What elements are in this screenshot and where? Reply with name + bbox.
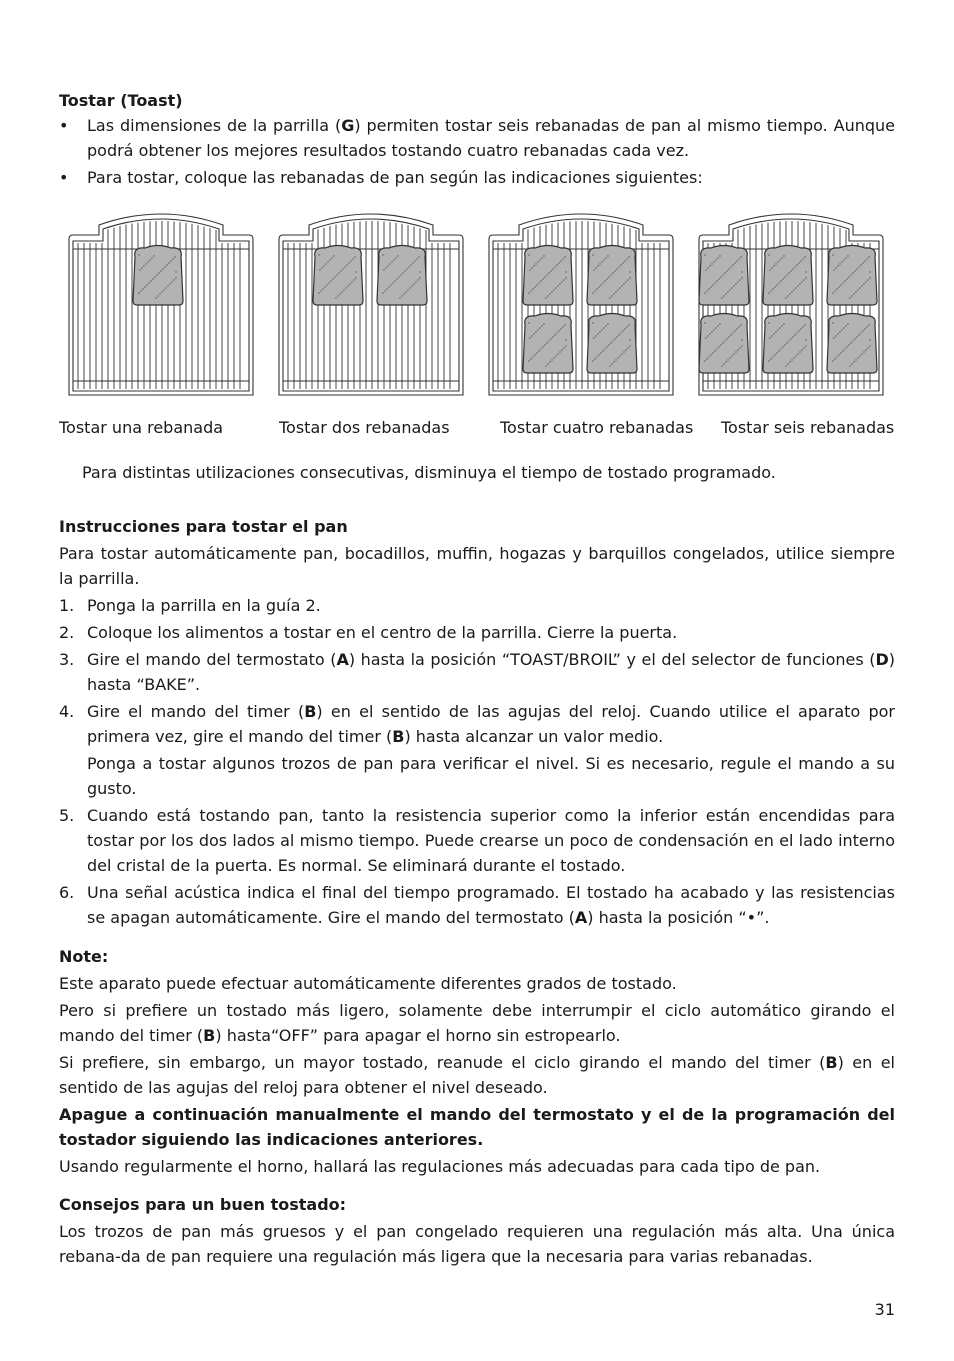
rack-four-slices <box>483 205 679 400</box>
note-heading: Note: <box>59 947 109 966</box>
caption-four-slices: Tostar cuatro rebanadas <box>500 418 694 437</box>
caption-two-slices: Tostar dos rebanadas <box>279 418 450 437</box>
note-section <box>59 944 895 1179</box>
step-6: 6. Una señal acústica indica el final del tiempo programado. El tostado ha acabado y las resistencias se apagan automáticamente. Gire el mando del termostato (A) hasta la posición “•”. <box>59 883 895 927</box>
step-5: 5. Cuando está tostando pan, tanto la resistencia superior como la inferior están encendidas para tostar por los dos lados al mismo tiempo. Puede crearse un poco de condensación en el lado interno del cristal de la puerta. Es normal. Se eliminará durante el tostado. <box>59 806 895 875</box>
step-1: 1. Ponga la parrilla en la guía 2. <box>59 596 321 615</box>
caption-six-slices: Tostar seis rebanadas <box>721 418 895 437</box>
rack-captions <box>59 418 895 443</box>
step-3: 3. Gire el mando del termostato (A) hasta la posición “TOAST/BROIL” y el del selector de funciones (D) hasta “BAKE”. <box>59 650 896 694</box>
instructions-intro: Para tostar automáticamente pan, bocadillos, muffin, hogazas y barquillos congelados, utilice siempre la parrilla. <box>59 544 895 588</box>
step-2: 2. Coloque los alimentos a tostar en el centro de la parrilla. Cierre la puerta. <box>59 623 678 642</box>
note-p4: Usando regularmente el horno, hallará las regulaciones más adecuadas para cada tipo de pan. <box>59 1157 821 1176</box>
instructions-section <box>59 514 895 930</box>
note-p2: Pero si prefiere un tostado más ligero, solamente debe interrumpir el ciclo automático girando el mando del timer (B) hasta“OFF” para apagar el horno sin estropearlo. <box>59 1001 895 1045</box>
bullet-grill-size: • Las dimensiones de la parrilla (G) permiten tostar seis rebanadas de pan al mismo tiempo. Aunque podrá obtener los mejores resultados tostando cuatro rebanadas cada vez. <box>59 113 895 163</box>
step-4: 4. Gire el mando del timer (B) en el sentido de las agujas del reloj. Cuando utilice el aparato por primera vez, gire el mando del timer (B) hasta alcanzar un valor medio. <box>59 702 895 746</box>
rack-six-slices <box>693 205 889 400</box>
tips-section <box>59 1192 895 1269</box>
rack-one-slice <box>63 205 259 400</box>
note-p3: Si prefiere, sin embargo, un mayor tostado, reanude el ciclo girando el mando del timer (B) en el sentido de las agujas del reloj para obtener el nivel deseado. <box>59 1053 896 1097</box>
note-bold-warning: Apague a continuación manualmente el mando del termostato y el de la programación del tostador siguiendo las indicaciones anteriores. <box>59 1105 895 1149</box>
tips-text: Los trozos de pan más gruesos y el pan congelado requieren una regulación más alta. Una única rebana-da de pan requiere una regulación más ligera que la necesaria para varias rebanadas. <box>59 1222 895 1266</box>
tips-heading: Consejos para un buen tostado: <box>59 1195 347 1214</box>
rack-illustrations <box>59 205 895 400</box>
toast-heading: Tostar (Toast) <box>59 91 183 110</box>
consecutive-note: Para distintas utilizaciones consecutivas, disminuya el tiempo de tostado programado. <box>82 463 776 482</box>
bullet-dot: • <box>59 116 69 135</box>
note-p1: Este aparato puede efectuar automáticamente diferentes grados de tostado. <box>59 974 677 993</box>
step-4-extra: Ponga a tostar algunos trozos de pan para verificar el nivel. Si es necesario, regule el mando a su gusto. <box>87 754 895 798</box>
caption-one-slice: Tostar una rebanada <box>59 418 224 437</box>
page-number: 31 <box>874 1300 895 1319</box>
instructions-heading: Instrucciones para tostar el pan <box>59 517 348 536</box>
bullet-placement: • Para tostar, coloque las rebanadas de pan según las indicaciones siguientes: <box>59 165 895 190</box>
rack-two-slices <box>273 205 469 400</box>
bullet-dot: • <box>59 168 69 187</box>
toast-section <box>59 88 895 190</box>
